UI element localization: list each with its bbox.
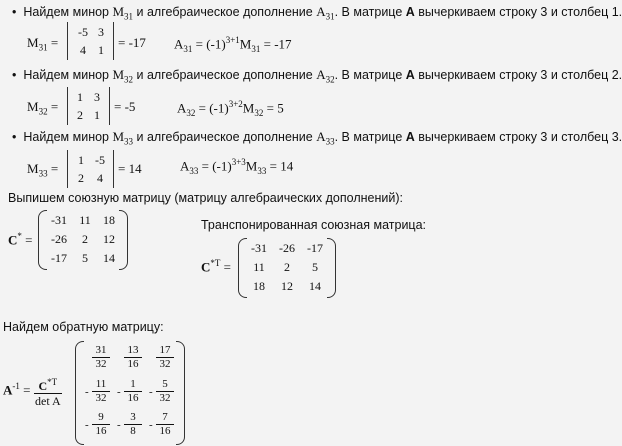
fraction-numerator: 9: [98, 411, 104, 423]
minor-index: 33: [124, 136, 134, 147]
fraction-denominator: 16: [156, 424, 174, 438]
matrix-cell: 12: [281, 279, 293, 293]
paren-left: [75, 341, 84, 445]
fraction-cell: [85, 378, 113, 408]
inverse-numerator: [34, 375, 62, 393]
matrix-cell: 11: [79, 213, 91, 227]
lhs-index: 33: [38, 168, 48, 179]
fraction-sign: -: [85, 419, 89, 431]
matrix-cell: 2: [284, 260, 290, 274]
minor-index: 31: [124, 11, 134, 22]
fraction-sign: -: [117, 419, 121, 431]
row2-sentence: [12, 67, 622, 85]
fraction-cell: [85, 411, 113, 441]
row2-lhs: [27, 99, 58, 117]
formula-a-index: 31: [183, 43, 193, 54]
intro-text: Найдем минор: [23, 68, 113, 82]
bullet: •: [12, 68, 17, 82]
inverse-denominator: det A: [35, 394, 61, 408]
det-cell: 1: [78, 153, 84, 167]
matrix-cell: 12: [103, 232, 115, 246]
fraction-numerator: 31: [95, 344, 107, 356]
fraction-cell: [149, 344, 177, 374]
inverse-eq: =: [23, 382, 31, 398]
tail-text: . В матрице: [334, 130, 406, 144]
union-heading: Выпишем союзную матрицу (матрицу алгебраических дополнений):: [8, 191, 403, 205]
matrix-cell: 5: [312, 260, 318, 274]
minor-letter: M: [112, 129, 125, 144]
fraction: [156, 378, 174, 405]
matrix-cell: 14: [103, 251, 115, 265]
tail-text: . В матрице: [334, 68, 406, 82]
matrix-letter: A: [405, 5, 415, 19]
lhs-index: 32: [38, 106, 48, 117]
mid-text: и алгебраическое дополнение: [133, 130, 317, 144]
transposed-sup: *T: [210, 258, 221, 268]
fraction: [92, 411, 110, 438]
tail2-text: вычеркиваем строку 3 и столбец 1.: [414, 5, 622, 19]
row3-lhs: [27, 161, 58, 179]
det-cell: -5: [78, 25, 88, 39]
tail2-text: вычеркиваем строку 3 и столбец 2.: [414, 68, 622, 82]
minor-letter: M: [112, 4, 125, 19]
fraction: [124, 378, 142, 405]
fraction-sign: -: [85, 386, 89, 398]
formula-eq: = (-1): [201, 158, 232, 174]
fraction-numerator: 7: [162, 411, 168, 423]
fraction-numerator: 5: [162, 378, 168, 390]
det-cell: 1: [77, 90, 83, 104]
tail2-text: вычеркиваем строку 3 и столбец 3.: [414, 130, 622, 144]
matrix-cell: 14: [309, 279, 321, 293]
fraction-denominator: 32: [156, 357, 174, 371]
paren-right: [119, 210, 128, 270]
matrix-cell: -26: [279, 241, 295, 255]
formula-m: M: [245, 158, 258, 174]
fraction-cell: [85, 344, 113, 374]
fraction: [124, 411, 142, 438]
formula-power: 3+3: [231, 157, 246, 167]
lhs-eq: =: [50, 161, 59, 176]
union-sup: *: [17, 231, 22, 241]
fraction-numerator: 3: [130, 411, 136, 423]
row2-formula: [177, 99, 284, 118]
fraction: [156, 411, 174, 438]
minor-index: 32: [124, 74, 134, 85]
inverse-letter: A: [3, 382, 13, 398]
fraction-cell: [117, 411, 145, 441]
det-bar-right: [109, 87, 110, 125]
inverse-matrix: [75, 341, 185, 445]
fraction-denominator: 8: [124, 424, 142, 438]
row3-formula: [180, 157, 293, 176]
union-matrix: [38, 210, 128, 270]
fraction-denominator: 32: [156, 391, 174, 405]
det-cell: 1: [94, 108, 100, 122]
bullet: •: [12, 130, 17, 144]
formula-a-index: 32: [186, 107, 196, 118]
row3-determinant: [67, 150, 114, 188]
formula-result: = 14: [269, 158, 294, 174]
det-cell: 4: [97, 171, 103, 185]
formula-power: 3+2: [228, 99, 243, 109]
union-label: [8, 231, 32, 248]
alg-letter: A: [316, 129, 326, 144]
fraction-cell: [117, 378, 145, 408]
lhs-eq: =: [50, 99, 59, 114]
row1-lhs: [27, 35, 58, 53]
fraction-numerator: 17: [159, 344, 171, 356]
inverse-heading: Найдем обратную матрицу:: [3, 320, 164, 334]
matrix-letter: A: [405, 130, 415, 144]
lhs-eq: =: [50, 35, 59, 50]
det-bar-right: [113, 22, 114, 60]
det-cell: 1: [98, 43, 104, 57]
lhs-letter: M: [27, 99, 39, 114]
matrix-cell: -31: [51, 213, 67, 227]
matrix-cell: 2: [82, 232, 88, 246]
union-letter: C: [8, 232, 18, 248]
formula-m: M: [239, 36, 252, 52]
union-eq: =: [25, 232, 33, 248]
fraction-sign: -: [149, 386, 153, 398]
formula-result: = -17: [263, 36, 292, 52]
row2-determinant: [67, 87, 110, 125]
inverse-fraction: [34, 375, 62, 408]
fraction-sign: -: [117, 386, 121, 398]
fraction: [124, 344, 142, 371]
transposed-letter: C: [201, 259, 211, 275]
formula-m-index: 32: [254, 107, 264, 118]
intro-text: Найдем минор: [23, 130, 113, 144]
lhs-letter: M: [27, 35, 39, 50]
det-bar-left: [67, 87, 68, 125]
tail-text: . В матрице: [334, 5, 406, 19]
formula-a: A: [180, 158, 190, 174]
alg-letter: A: [316, 67, 326, 82]
det-cell: 2: [78, 171, 84, 185]
fraction-denominator: 16: [92, 424, 110, 438]
row2-det-result: = -5: [114, 99, 136, 114]
inverse-num-sup: *T: [47, 377, 58, 387]
fraction-denominator: 32: [92, 391, 110, 405]
bullet: •: [12, 5, 17, 19]
fraction-numerator: 13: [127, 344, 139, 356]
formula-eq: = (-1): [198, 100, 229, 116]
fraction: [92, 344, 110, 371]
lhs-index: 31: [38, 42, 48, 53]
formula-eq: = (-1): [195, 36, 226, 52]
det-cell: 4: [80, 43, 86, 57]
formula-m: M: [242, 100, 255, 116]
det-cell: 3: [94, 90, 100, 104]
matrix-cell: 11: [253, 260, 265, 274]
det-bar-right: [113, 150, 114, 188]
matrix-cell: -17: [307, 241, 323, 255]
alg-letter: A: [316, 4, 326, 19]
fraction-sign: -: [149, 419, 153, 431]
formula-power: 3+1: [225, 35, 240, 45]
matrix-cell: -17: [51, 251, 67, 265]
transposed-label: [201, 258, 231, 275]
row3-det-result: = 14: [118, 161, 142, 176]
mid-text: и алгебраическое дополнение: [133, 5, 317, 19]
matrix-cell: 18: [253, 279, 265, 293]
formula-m-index: 31: [251, 43, 261, 54]
paren-right: [176, 341, 185, 445]
formula-m-index: 33: [257, 165, 267, 176]
inverse-num-letter: C: [38, 379, 48, 393]
inverse-sup: -1: [12, 381, 20, 391]
det-cell: 2: [77, 108, 83, 122]
fraction-denominator: 16: [124, 391, 142, 405]
fraction-cell: [149, 378, 177, 408]
transposed-heading: Транспонированная союзная матрица:: [201, 218, 427, 232]
alg-index: 33: [325, 136, 335, 147]
formula-a: A: [177, 100, 187, 116]
mid-text: и алгебраическое дополнение: [133, 68, 317, 82]
formula-a: A: [174, 36, 184, 52]
paren-right: [327, 238, 336, 298]
alg-index: 32: [325, 74, 335, 85]
fraction: [156, 344, 174, 371]
transposed-eq: =: [223, 259, 231, 275]
fraction-cell: [149, 411, 177, 441]
transposed-matrix: [238, 238, 336, 298]
fraction-denominator: 16: [124, 357, 142, 371]
fraction-numerator: 11: [95, 378, 107, 390]
fraction-denominator: 32: [92, 357, 110, 371]
fraction-numerator: 1: [130, 378, 136, 390]
matrix-cell: -31: [251, 241, 267, 255]
row3-sentence: [12, 129, 622, 147]
row1-formula: [174, 35, 292, 54]
row1-determinant: [67, 22, 114, 60]
matrix-cell: 18: [103, 213, 115, 227]
fraction-cell: [117, 344, 145, 374]
row1-sentence: [12, 4, 622, 22]
row1-det-result: = -17: [118, 35, 146, 50]
alg-index: 31: [325, 11, 335, 22]
det-cell: -5: [95, 153, 105, 167]
det-bar-left: [67, 150, 68, 188]
formula-a-index: 33: [189, 165, 199, 176]
det-cell: 3: [98, 25, 104, 39]
lhs-letter: M: [27, 161, 39, 176]
matrix-letter: A: [405, 68, 415, 82]
intro-text: Найдем минор: [23, 5, 113, 19]
matrix-cell: -26: [51, 232, 67, 246]
formula-result: = 5: [266, 100, 284, 116]
det-bar-left: [67, 22, 68, 60]
inverse-label: [3, 381, 30, 398]
fraction: [92, 378, 110, 405]
matrix-cell: 5: [82, 251, 88, 265]
minor-letter: M: [112, 67, 125, 82]
